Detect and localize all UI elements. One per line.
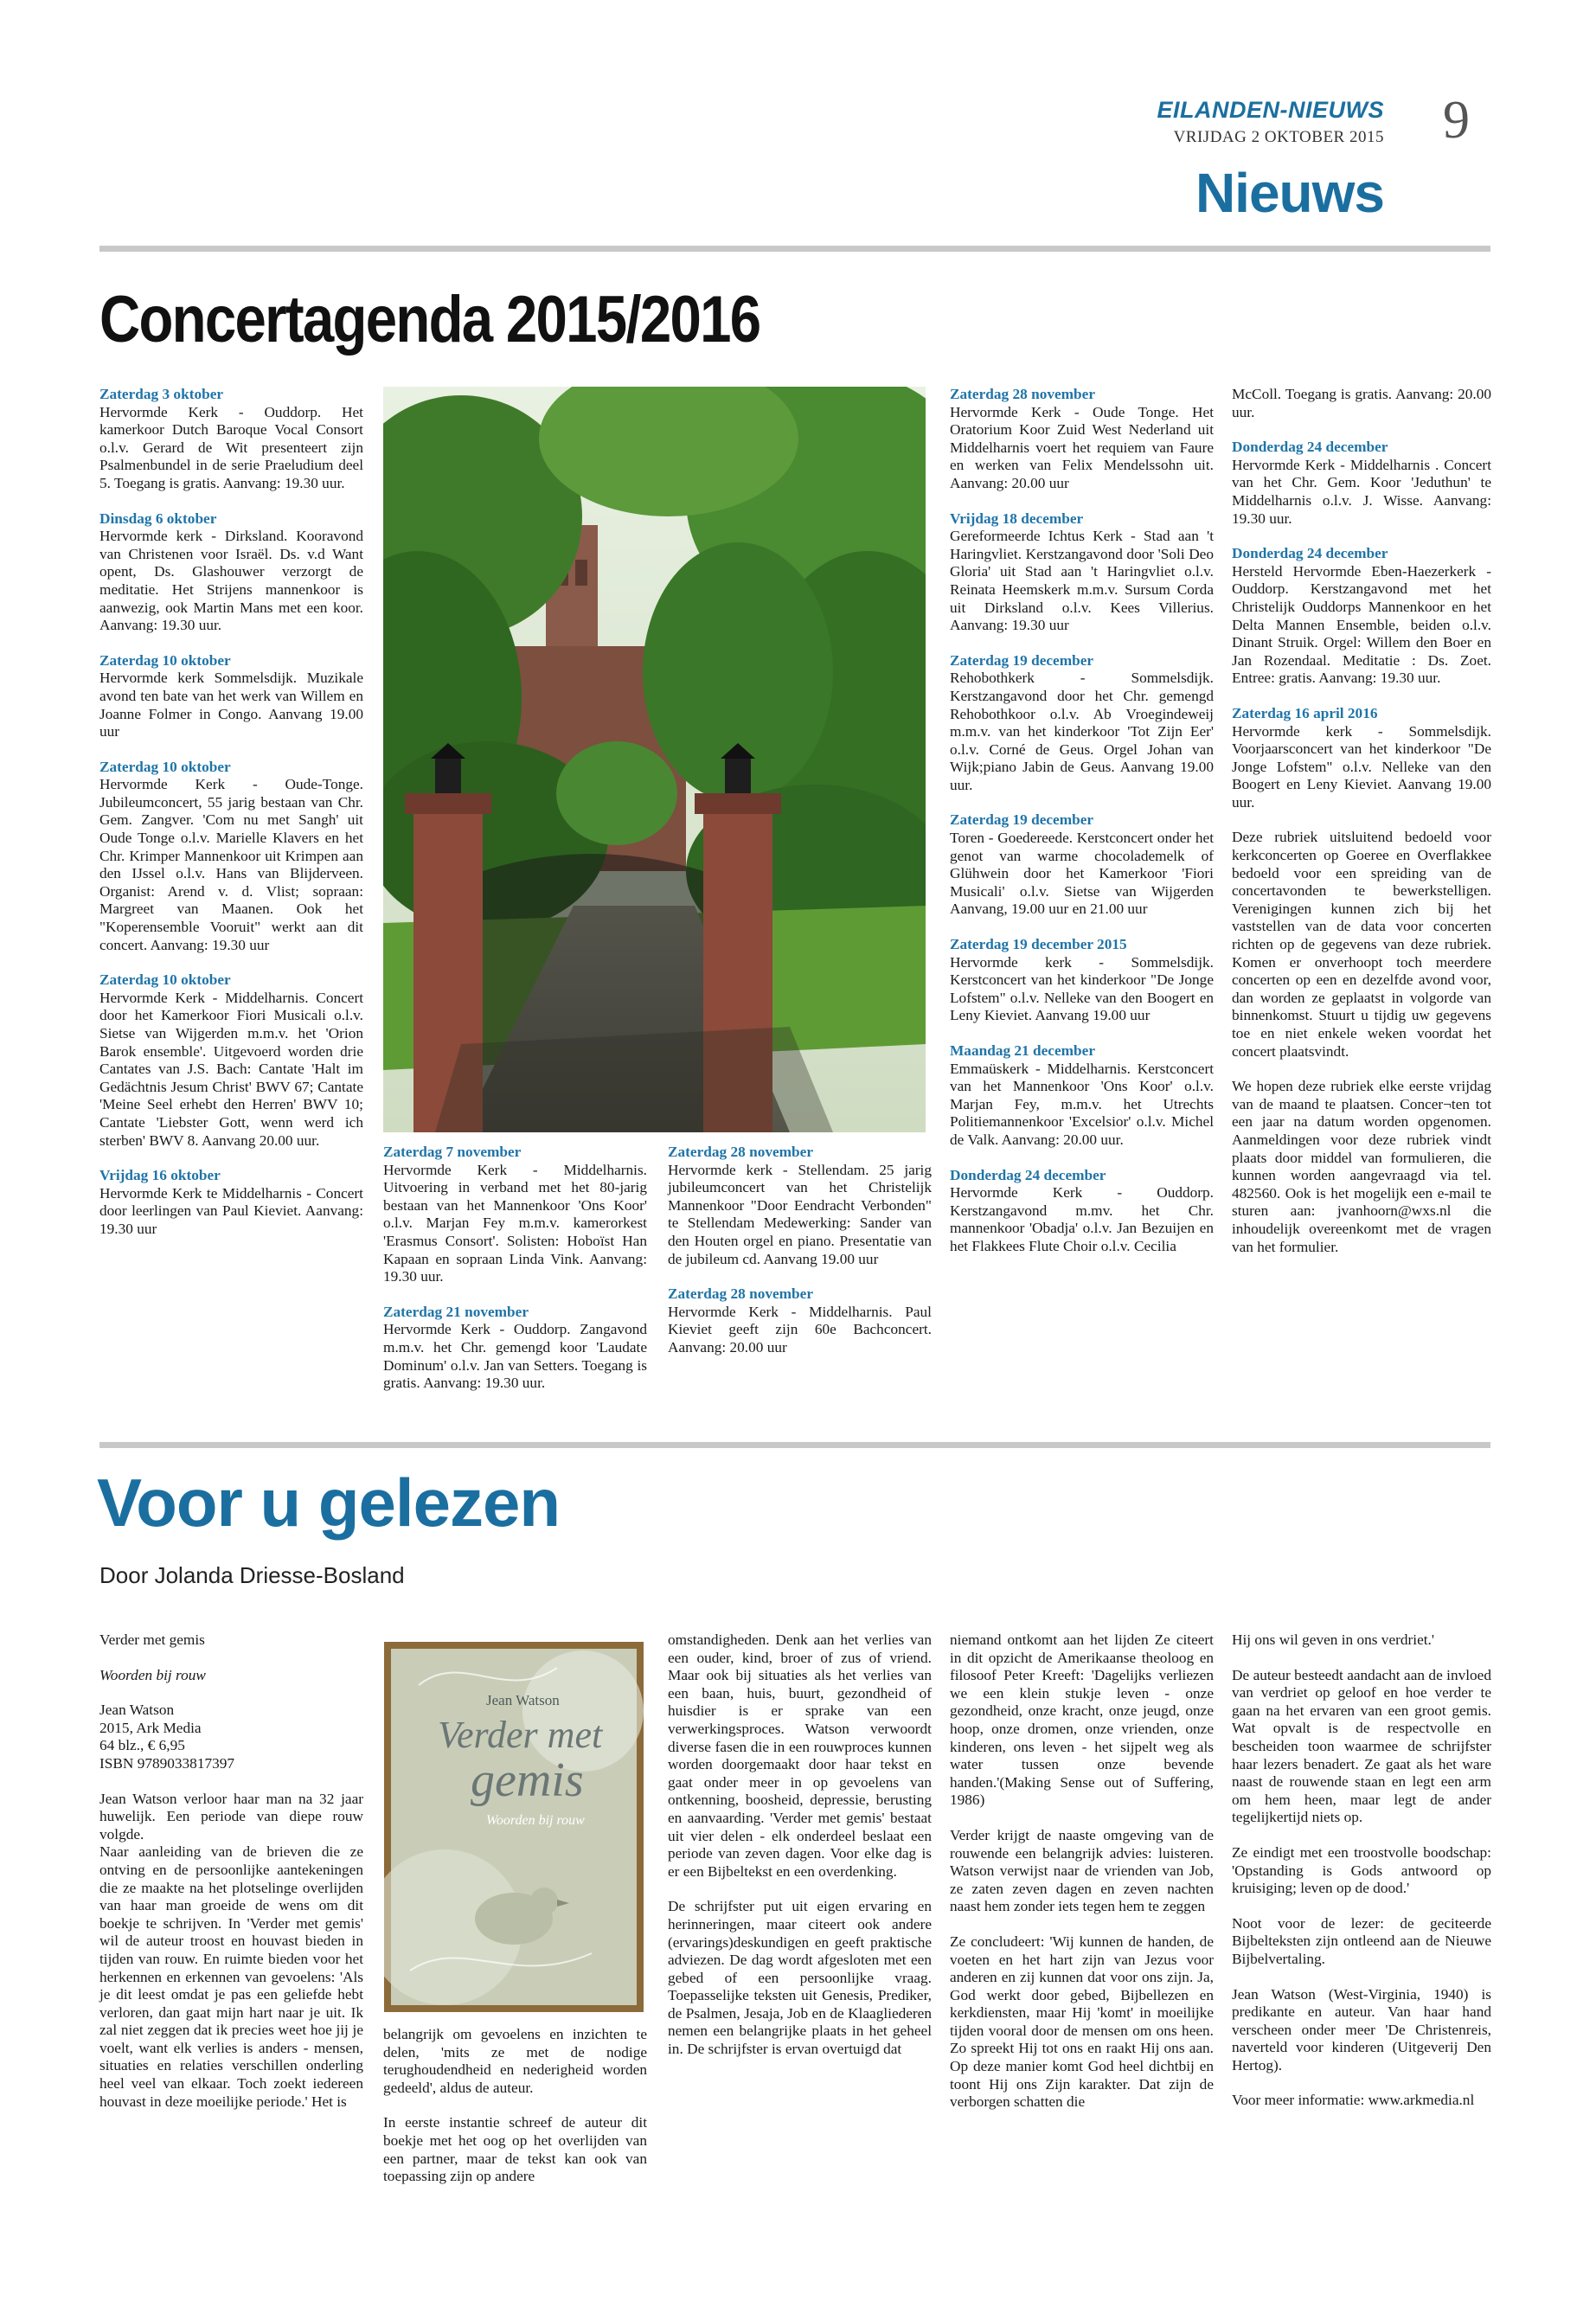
concert-entry [99, 1167, 363, 1238]
review-column-4 [950, 1631, 1214, 2129]
top-rule [99, 246, 1490, 252]
brand-logo: EILANDEN-NIEUWS [1157, 97, 1384, 123]
review-paragraph: Hij ons wil geven in ons verdriet.' [1232, 1631, 1434, 1648]
entry-text: Rehobothkerk - Sommelsdijk. Kerstzangavond door het Chr. gemengd Rehobothkoor o.l.v. Ab Vroegindeweij m.m.v. van het kinderkoor 'Tot Zijn Eer' o.l.v. Corné de Geus. Orgel Johan van Wijk;piano Jabin de Geus. Aanvang 19.00 uur. [950, 670, 1214, 793]
review-paragraph: Verder krijgt de naaste omgeving van de rouwende een belangrijk advies: luisteren. Watson verwijst naar de vrienden van Job, ze zaten zeven dagen en zeven nachten naast hem zonder iets tegen hem te zeggen [950, 1826, 1214, 1915]
more-info-link[interactable]: Voor meer informatie: www.arkmedia.nl [1232, 2092, 1475, 2109]
rubric-note: Deze rubriek uitsluitend bedoeld voor kerkconcerten op Goeree en Overflakkee bedoeld voor een spreiding van de concertavonden te bewerkstelligen. Verenigingen kunnen zich bij het vaststellen van de data voor concerten richten op de gegevens van deze rubriek. Komen er onverhoopt toch meerdere concerten op een en dezelfde avond voor, dan worden ze geplaatst in volgorde van binnenkomst. Stuurt u tijdig uw gegevens toe en niet enkele weken voordat het concert plaatsvindt. [1232, 829, 1491, 1060]
concert-column-2 [383, 1144, 647, 1410]
entry-date: Zaterdag 19 december [950, 651, 1094, 669]
book-isbn: ISBN 9789033817397 [99, 1754, 235, 1772]
review-column-3 [668, 1631, 932, 2076]
concert-entry [1232, 439, 1491, 528]
entry-date: Zaterdag 28 november [668, 1144, 813, 1160]
entry-date: Vrijdag 18 december [950, 510, 1084, 527]
review-paragraph: Jean Watson (West-Virginia, 1940) is predikante en auteur. Van haar hand verscheen onder meer 'De Christenreis, naverteld voor kinderen (Uitgeverij Den Hertog). [1232, 1985, 1491, 2073]
entry-date: Zaterdag 28 november [950, 386, 1095, 402]
concert-entry [99, 759, 363, 955]
concert-column-5 [1232, 386, 1491, 1273]
concert-entry [950, 652, 1214, 795]
concert-entry [950, 386, 1214, 493]
review-title: Voor u gelezen [97, 1465, 560, 1541]
entry-text: Hervormde Kerk - Middelharnis . Concert van het Chr. Gem. Koor 'Jeduthun' te Middelharnis o.l.v. J. Wisse. Aanvang: 19.30 uur. [1232, 456, 1491, 527]
concert-entry [668, 1144, 932, 1268]
concert-entry [1232, 705, 1491, 812]
church-garden-illustration [383, 387, 926, 1132]
entry-text: Toren - Goedereede. Kerstconcert onder het genot van warme chocolademelk of Glühwein door het Kamerkoor 'Fiori Musicali' o.l.v. Sietse van Wijgerden Aanvang, 19.00 uur en 21.00 uur [950, 830, 1214, 918]
church-garden-photo [383, 387, 926, 1132]
entry-date: Dinsdag 6 oktober [99, 510, 217, 527]
review-column-5 [1232, 1631, 1491, 2127]
concert-entry [99, 652, 363, 741]
entry-text: Hervormde Kerk - Ouddorp. Zangavond m.m.v. het Chr. gemengd koor 'Laudate Dominum' o.l.v. Jan van Setters. Toegang is gratis. Aanvang: 19.30 uur. [383, 1321, 647, 1392]
entry-date: Zaterdag 28 november [668, 1285, 813, 1303]
concert-entry [99, 386, 363, 493]
concert-column-1 [99, 386, 363, 1256]
entry-date: Zaterdag 19 december [950, 811, 1094, 829]
concert-entry [950, 936, 1214, 1025]
concert-entry [950, 1042, 1214, 1150]
review-paragraph: omstandigheden. Denk aan het verlies van een ouder, kind, broer of zus of vriend. Maar ook bij situaties als het verlies van een baan, huis, buurt, gezondheid of huisdier is er sprake van een verwerkingsproces. Watson verwoordt diverse fasen die in een rouwproces kunnen worden doorgemaakt door haar tekst en gaat onder meer in op gevoelens van ontkenning, boosheid, depressie, berusting en aanvaarding. 'Verder met gemis' bestaat uit vier delen - elk onderdeel beslaat een periode van zeven dagen. Voor elke dag is er een Bijbeltekst en een overdenking. [668, 1631, 932, 1880]
book-publisher: 2015, Ark Media [99, 1719, 202, 1736]
review-paragraph: niemand ontkomt aan het lijden Ze citeert in dit opzicht de Amerikaanse theoloog en filosoof Peter Kreeft: 'Dagelijks verliezen we een klein stukje leven - onze gezondheid, onze kracht, onze jeugd, onze hoop, onze dromen, onze vrienden, onze kinderen, ons leven - het sijpelt weg als water tussen onze bevende handen.'(Making Sense out of Suffering, 1986) [950, 1631, 1214, 1809]
entry-text: Hervormde kerk - Sommelsdijk. Kerstconcert van het kinderkoor "De Jonge Lofstem" o.l.v. Nelleke van den Boogert en Leny Kieviet. Aanvang 19.00 uur [950, 953, 1214, 1024]
concert-entry [99, 971, 363, 1150]
entry-date: Zaterdag 16 april 2016 [1232, 704, 1378, 721]
book-cover-title-2: gemis [471, 1753, 584, 1807]
entry-date: Zaterdag 3 oktober [99, 386, 224, 402]
rubric-note: We hopen deze rubriek elke eerste vrijdag van de maand te plaatsen. Concer¬ten tot een jaar na datum worden opgenomen. Aanmeldingen voor deze rubriek vindt plaats door middel van formulieren, die kunnen worden aangevraagd via tel. 482560. Ook is het mogelijk een e-mail te sturen aan: jvanhoorn@wxs.nl die inhoudelijk overeenkomt met de vragen van het formulier. [1232, 1078, 1491, 1255]
concert-entry [383, 1144, 647, 1286]
book-title: Verder met gemis [99, 1631, 205, 1648]
review-paragraph: Jean Watson verloor haar man na 32 jaar huwelijk. Een periode van diepe rouw volgde. [99, 1790, 363, 1843]
entry-date: Maandag 21 december [950, 1042, 1095, 1059]
entry-continuation: McColl. Toegang is gratis. Aanvang: 20.00 uur. [1232, 386, 1491, 420]
concert-entry [950, 1167, 1214, 1256]
entry-text: Hervormde kerk - Dirksland. Kooravond van Christenen voor Israël. Ds. v.d Want opent, Ds. Glashouwer verzorgt de meditatie. Het Strijens mannenkoor is aanwezig, ook Martin Mans met een koor. Aanvang: 19.30 uur. [99, 528, 363, 634]
entry-text: Hervormde Kerk - Oude-Tonge. Jubileumconcert, 55 jarig bestaan van Chr. Gem. Zangver. 'Com nu met Sangh' uit Oude Tonge o.l.v. Marielle Klavers en het Chr. Krimper Mannenkoor uit Krimpen aan den IJssel o.l.v. Hans van Blijderveen. Organist: Arend v. d. Vlist; sopraan: Margreet van Maanen. Ook het "Koperensemble Vooruit" werkt aan dit concert. Aanvang: 19.30 uur [99, 776, 363, 953]
review-column-1 [99, 1631, 363, 2128]
review-paragraph: In eerste instantie schreef de auteur dit boekje met het oog op het overlijden van een partner, maar de tekst kan ook van toepassing zijn op andere [383, 2114, 647, 2185]
entry-date: Zaterdag 21 november [383, 1303, 529, 1320]
review-paragraph: De schrijfster put uit eigen ervaring en herinneringen, maar citeert ook andere (ervarings)deskundigen en geeft praktische adviezen. De dag wordt afgesloten met een gebed of een persoonlijke vraag. Toepasselijke teksten uit Genesis, Prediker, de Psalmen, Jesaja, Job en de Klaagliederen nemen een belangrijke plaats in het geheel in. De schrijfster is ervan overtuigd dat [668, 1898, 932, 2058]
entry-date: Vrijdag 16 oktober [99, 1167, 221, 1184]
book-pages-price: 64 blz., € 6,95 [99, 1737, 185, 1754]
entry-date: Donderdag 24 december [950, 1166, 1106, 1183]
section-title: Nieuws [1195, 162, 1384, 224]
review-paragraph: Noot voor de lezer: de geciteerde Bijbelteksten zijn ontleend aan de Nieuwe Bijbelvertaling. [1232, 1914, 1491, 1967]
entry-text: Hervormde kerk Sommelsdijk. Muzikale avond ten bate van het werk van Willem en Joanne Folmer in Congo. Aanvang 19.00 uur [99, 670, 363, 740]
concert-entry [1232, 545, 1491, 688]
entry-date: Donderdag 24 december [1232, 439, 1388, 456]
entry-text: Hervormde kerk - Sommelsdijk. Voorjaarsconcert van het kinderkoor "De Jonge Lofstem" o.l.v. Nelleke van den Boogert en Leny Kieviet. Aanvang 19.00 uur. [1232, 722, 1491, 811]
book-cover-subtitle: Woorden bij rouw [486, 1813, 585, 1828]
entry-date: Zaterdag 10 oktober [99, 651, 231, 669]
book-cover [384, 1642, 644, 2012]
entry-text: Hervormde kerk - Stellendam. 25 jarig jubileumconcert van het Christelijk Mannenkoor "Door Eendracht Verbonden" te Stellendam Medewerking: Sander van den Houten orgel en piano. Presentatie van de jubileum cd. Aanvang 19.00 uur [668, 1161, 932, 1267]
concert-column-4 [950, 386, 1214, 1273]
middle-rule [99, 1442, 1490, 1448]
book-cover-title-1: Verder met [438, 1714, 603, 1756]
review-paragraph: Ze eindigt met een troostvolle boodschap: 'Opstanding is Gods antwoord op kruisiging; leven op de dood.' [1232, 1843, 1491, 1897]
entry-text: Hervormde Kerk - Middelharnis. Uitvoering in verband met het 80-jarig bestaan van het Mannenkoor 'Ons Koor' o.l.v. Marjan Fey m.m.v. kamerorkest 'Erasmus Consort'. Solisten: Hoboïst Han Kapaan en sopraan Linda Vink. Aanvang: 19.30 uur. [383, 1161, 647, 1285]
entry-date: Donderdag 24 december [1232, 545, 1388, 562]
entry-date: Zaterdag 10 oktober [99, 758, 231, 775]
issue-date: VRIJDAG 2 OKTOBER 2015 [1173, 128, 1384, 146]
entry-text: Hervormde Kerk - Ouddorp. Kerstzangavond m.mv. het Chr. mannenkoor 'Obadja' o.l.v. Jan Bezuijen en het Flakkees Flute Choir o.l.v. Cecilia [950, 1184, 1214, 1254]
review-byline: Door Jolanda Driesse-Bosland [99, 1562, 405, 1588]
entry-date: Zaterdag 7 november [383, 1144, 522, 1160]
entry-text: Hervormde Kerk - Ouddorp. Het kamerkoor Dutch Baroque Vocal Consort o.l.v. Gerard de Wit presenteert zijn Psalmenbundel in de serie Praeludium deel 5. Toegang is gratis. Aanvang: 19.30 uur. [99, 403, 363, 491]
page-number: 9 [1443, 91, 1470, 150]
book-cover-author: Jean Watson [486, 1692, 560, 1708]
book-author: Jean Watson [99, 1702, 175, 1719]
review-paragraph: De auteur besteedt aandacht aan de invloed van verdriet op geloof en hoe verder te gaan na het ervaren van een groot gemis. Wat opvalt is de respectvolle en bescheiden toon waarmee de schrijfster haar lezers benadert. Ze gaat als het ware naast de rouwende staan en legt een arm om hem heen, maar legt de ander tegelijkertijd niets op. [1232, 1666, 1491, 1826]
entry-text: Hersteld Hervormde Eben-Haezerkerk - Ouddorp. Kerstzangavond met het Christelijk Ouddorps Mannenkoor en het Delta Mannen Ensemble, beiden o.l.v. Dinant Struik. Orgel: Willem den Boer en Jan Rozendaal. Meditatie : Ds. Zoet. Entree: gratis. Aanvang: 19.30 uur. [1232, 562, 1491, 687]
concert-entry [383, 1304, 647, 1393]
entry-text: Gereformeerde Ichtus Kerk - Stad aan 't Haringvliet. Kerstzangavond door 'Soli Deo Gloria' uit Stad aan 't Haringvliet o.l.v. Reinata Heemskerk m.m.v. Sursum Corda uit Dirksland o.l.v. Kees Villerius. Aanvang: 19.30 uur [950, 528, 1214, 634]
entry-text: Hervormde Kerk te Middelharnis - Concert door leerlingen van Paul Kieviet. Aanvang: 19.30 uur [99, 1184, 363, 1237]
review-paragraph: Ze concludeert: 'Wij kunnen de handen, de voeten en het hart zijn van Jezus voor anderen en zij kunnen dat voor ons zijn. Ja, God werkt door gebed, Bijbellezen en kerkdiensten, maar Hij 'komt' in moeilijke tijden vooral door de mensen om ons heen. Zo spreekt Hij tot ons en raakt Hij ons aan. Op deze manier komt God heel dichtbij en toont Hij ons Zijn karakter. Dat zijn de verborgen schatten die [950, 1932, 1214, 2111]
concert-column-3 [668, 1144, 932, 1375]
entry-text: Emmaüskerk - Middelharnis. Kerstconcert van het Mannenkoor 'Ons Koor' o.l.v. Marjan Fey, m.m.v. het Utrechts Politiemannenkoor 'Excelsior' o.l.v. Michel de Valk. Aanvang: 20.00 uur. [950, 1060, 1214, 1148]
entry-text: Hervormde Kerk - Middelharnis. Paul Kieviet geeft zijn 60e Bachconcert. Aanvang: 20.00 uur [668, 1303, 932, 1356]
concert-title: Concertagenda 2015/2016 [99, 283, 760, 356]
review-paragraph: belangrijk om gevoelens en inzichten te delen, 'mits ze met de nodige terughoudendheid en nederigheid worden gedeeld', aldus de auteur. [383, 2026, 647, 2096]
review-paragraph: Naar aanleiding van de brieven die ze ontving en de persoonlijke aantekeningen die ze maakte na het plotselinge overlijden van haar man groeide de wens om dit boekje te schrijven. In 'Verder met gemis' wil de auteur troost en houvast bieden in tijden van rouw. En ruimte bieden voor het herkennen en erkennen van gevoelens: 'Als je dit leest omdat je pas een geliefde hebt verloren, dan gaat mijn hart naar je uit. Ik zal niet zeggen dat ik precies weet hoe jij je voelt, want elk verlies is anders - mensen, situaties en relaties verschillen onderling heel veel van elkaar. Toch zoekt iedereen houvast in deze moeilijke periode.' Het is [99, 1843, 363, 2110]
entry-date: Zaterdag 10 oktober [99, 971, 231, 989]
review-column-2 [383, 2026, 647, 2203]
entry-date: Zaterdag 19 december 2015 [950, 936, 1127, 953]
concert-entry [950, 510, 1214, 635]
book-subtitle: Woorden bij rouw [99, 1666, 206, 1683]
concert-entry [950, 811, 1214, 919]
entry-text: Hervormde Kerk - Oude Tonge. Het Oratorium Koor Zuid West Nederland uit Middelharnis voert het requiem van Faure en werken van Felix Mendelssohn uit. Aanvang: 20.00 uur [950, 403, 1214, 491]
concert-entry [99, 510, 363, 635]
entry-text: Hervormde Kerk - Middelharnis. Concert door het Kamerkoor Fiori Musicali o.l.v. Sietse van Wijgerden m.m.v. het 'Orion Barok ensemble'. Uitgevoerd worden drie Cantates van J.S. Bach: Cantate 'Halt im Gedächtnis Jesum Christ' BWV 67; Cantate 'Meine Seel erhebt den Herren' BWV 10; Cantate 'Liebster Gott, wenn werd ich sterben' BWV 8. Aanvang 20.00 uur. [99, 989, 363, 1149]
concert-entry [668, 1285, 932, 1356]
